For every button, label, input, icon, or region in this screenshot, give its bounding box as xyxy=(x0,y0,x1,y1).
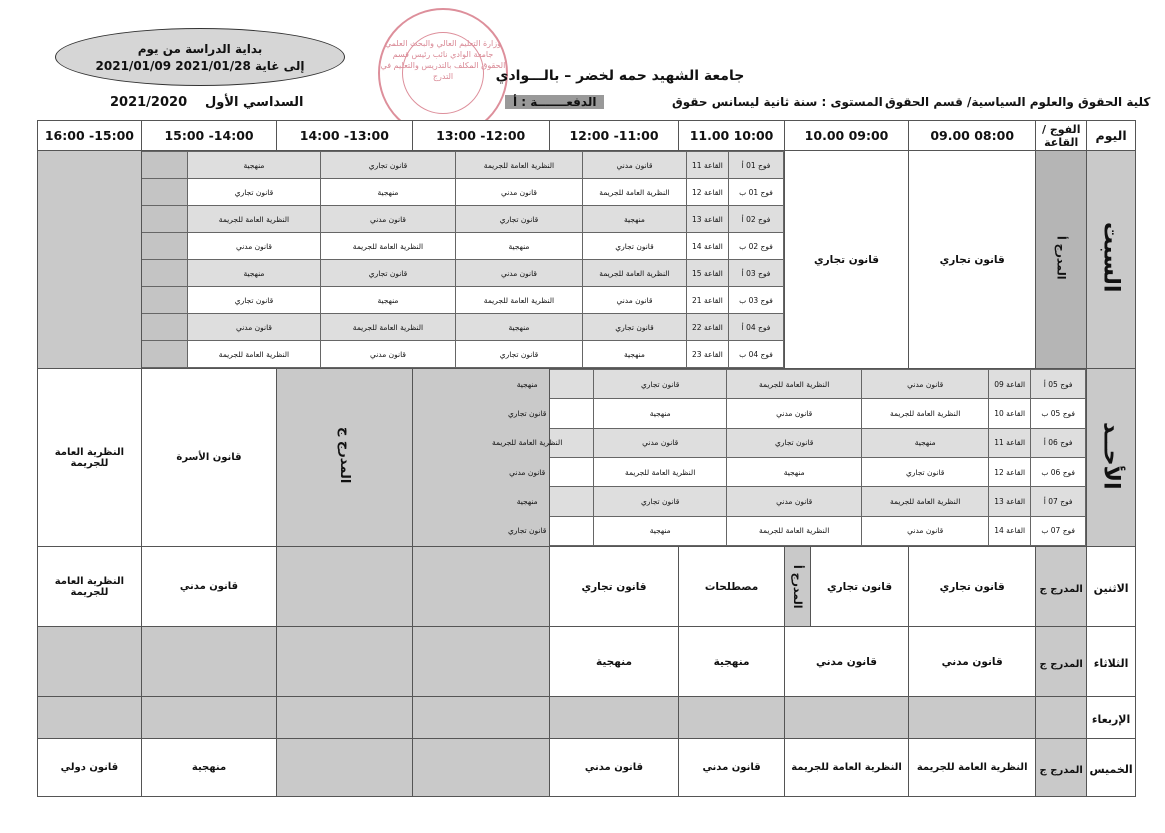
tue-slot4: منهجية xyxy=(549,627,678,697)
course-cell: النظرية العامة للجريمة xyxy=(320,314,455,341)
mon-slot1: قانون تجاري xyxy=(909,547,1036,627)
course-cell: قانون مدني xyxy=(862,370,989,399)
group-name: فوج 07 ب xyxy=(1031,516,1086,545)
room-name: القاعة 15 xyxy=(686,260,728,287)
course-cell: منهجية xyxy=(455,233,582,260)
head-t6: 13:00- 14:00 xyxy=(277,121,412,151)
course-cell: النظرية العامة للجريمة xyxy=(461,428,594,457)
course-cell: النظرية العامة للجريمة xyxy=(187,341,320,368)
course-cell: منهجية xyxy=(582,206,686,233)
group-name: فوج 04 ب xyxy=(728,341,783,368)
course-cell: منهجية xyxy=(461,370,594,399)
row-monday xyxy=(38,547,1136,627)
hall2-monday: المدرج أ xyxy=(790,564,804,609)
course-cell: قانون تجاري xyxy=(862,457,989,486)
course-cell: قانون تجاري xyxy=(320,152,455,179)
course-cell: قانون مدني xyxy=(455,260,582,287)
mon-slot6 xyxy=(277,547,412,627)
group-name: فوج 02 أ xyxy=(728,206,783,233)
group-name: فوج 02 ب xyxy=(728,233,783,260)
mon-slot7: قانون مدني xyxy=(141,547,276,627)
row-tuesday xyxy=(38,627,1136,697)
group-name: فوج 03 ب xyxy=(728,287,783,314)
timetable xyxy=(37,120,1136,797)
course-cell: قانون مدني xyxy=(727,399,862,428)
head-t3: 10:00 11.00 xyxy=(679,121,785,151)
room-name: القاعة 14 xyxy=(989,516,1031,545)
day-monday: الاثنين xyxy=(1093,582,1129,595)
course-cell: قانون مدني xyxy=(320,341,455,368)
room-name: القاعة 22 xyxy=(686,314,728,341)
course-cell: النظرية العامة للجريمة xyxy=(862,487,989,516)
course-cell: منهجية xyxy=(582,341,686,368)
course-cell: منهجية xyxy=(594,399,727,428)
course-cell: قانون مدني xyxy=(461,457,594,486)
course-cell: قانون مدني xyxy=(582,152,686,179)
course-cell: منهجية xyxy=(727,457,862,486)
course-cell: النظرية العامة للجريمة xyxy=(582,179,686,206)
course-cell: قانون تجاري xyxy=(461,516,594,545)
mon-slot8: النظرية العامة للجريمة xyxy=(38,547,142,627)
day-tuesday: الثلاثاء xyxy=(1093,657,1129,670)
course-cell: قانون تجاري xyxy=(455,206,582,233)
sat-groups xyxy=(141,151,784,369)
hall-thursday: المدرج ج xyxy=(1039,765,1083,776)
day-thursday: الخميس xyxy=(1089,763,1133,776)
sat-slot8 xyxy=(38,151,142,369)
course-cell: قانون مدني xyxy=(187,314,320,341)
head-t8: 15:00- 16:00 xyxy=(38,121,142,151)
room-name: القاعة 14 xyxy=(686,233,728,260)
course-cell: قانون تجاري xyxy=(461,399,594,428)
study-period-note xyxy=(55,28,345,86)
head-t5: 12:00- 13:00 xyxy=(412,121,549,151)
day-sunday: الأحــد xyxy=(1098,421,1124,490)
cohort-label: الدفعـــــــة : أ xyxy=(505,95,604,109)
group-name: فوج 05 ب xyxy=(1031,399,1086,428)
hall-monday: المدرج ج xyxy=(1039,584,1083,595)
tue-slot2: قانون مدني xyxy=(784,627,908,697)
course-cell: منهجية xyxy=(187,260,320,287)
hall-sunday: المدرج ج xyxy=(336,427,352,484)
mon-slot5 xyxy=(412,547,549,627)
group-row xyxy=(54,233,783,260)
row-wednesday xyxy=(38,697,1136,739)
study-period-line2: 2021/01/09 إلى غاية 2021/01/28 xyxy=(95,59,305,73)
group-row xyxy=(54,287,783,314)
course-cell: النظرية العامة للجريمة xyxy=(320,233,455,260)
mon-slot3: مصطلحات xyxy=(679,547,785,627)
head-t1: 08:00 09.00 xyxy=(909,121,1036,151)
course-cell: منهجية xyxy=(594,516,727,545)
room-name: القاعة 12 xyxy=(989,457,1031,486)
stamp-text: وزارة التعليم العالي والبحث العلمي جامعة الوادي نائب رئيس قسم الحقوق المكلف بالتدريس والتعليم في التدرج xyxy=(380,39,506,81)
sun-slot8: النظرية العامة للجريمة xyxy=(38,369,142,547)
room-name: القاعة 11 xyxy=(686,152,728,179)
group-name: فوج 05 أ xyxy=(1031,370,1086,399)
course-cell: النظرية العامة للجريمة xyxy=(187,206,320,233)
course-cell: النظرية العامة للجريمة xyxy=(582,260,686,287)
thu-slot3: قانون مدني xyxy=(679,739,785,797)
course-cell: منهجية xyxy=(320,179,455,206)
course-cell: قانون تجاري xyxy=(594,487,727,516)
course-cell: النظرية العامة للجريمة xyxy=(727,370,862,399)
group-name: فوج 06 ب xyxy=(1031,457,1086,486)
sun-groups xyxy=(492,369,1086,547)
group-row xyxy=(54,152,783,179)
semester-label: السداسي الأول xyxy=(205,95,304,110)
mon-slot4: قانون تجاري xyxy=(549,547,678,627)
mon-slot2: قانون تجاري xyxy=(826,580,893,593)
group-name: فوج 06 أ xyxy=(1031,428,1086,457)
group-row xyxy=(54,206,783,233)
group-name: فوج 04 أ xyxy=(728,314,783,341)
sun-slot7: قانون الأسرة xyxy=(141,369,276,547)
course-cell: منهجية xyxy=(187,152,320,179)
course-cell: قانون تجاري xyxy=(582,314,686,341)
row-sunday xyxy=(38,369,1136,547)
thu-slot1: النظرية العامة للجريمة xyxy=(909,739,1036,797)
row-saturday xyxy=(38,151,1136,369)
sun-empty xyxy=(412,369,549,547)
course-cell: قانون تجاري xyxy=(187,179,320,206)
course-cell: النظرية العامة للجريمة xyxy=(862,399,989,428)
thu-slot2: النظرية العامة للجريمة xyxy=(784,739,908,797)
course-cell: قانون مدني xyxy=(582,287,686,314)
group-name: فوج 01 أ xyxy=(728,152,783,179)
group-name: فوج 01 ب xyxy=(728,179,783,206)
head-t7: 14:00- 15:00 xyxy=(141,121,276,151)
room-name: القاعة 13 xyxy=(989,487,1031,516)
room-name: القاعة 23 xyxy=(686,341,728,368)
room-name: القاعة 13 xyxy=(686,206,728,233)
course-cell: النظرية العامة للجريمة xyxy=(455,152,582,179)
level-label: المستوى : سنة ثانية ليسانس حقوق xyxy=(672,95,883,109)
course-cell: قانون مدني xyxy=(187,233,320,260)
year-label: 2021/2020 xyxy=(110,95,188,110)
course-cell: قانون تجاري xyxy=(727,428,862,457)
course-cell: قانون تجاري xyxy=(582,233,686,260)
course-cell: منهجية xyxy=(862,428,989,457)
course-cell: النظرية العامة للجريمة xyxy=(594,457,727,486)
day-saturday: السبت xyxy=(1098,222,1124,293)
course-cell: منهجية xyxy=(455,314,582,341)
study-period-line1: بداية الدراسة من يوم xyxy=(137,42,263,56)
room-name: القاعة 12 xyxy=(686,179,728,206)
tue-slot1: قانون مدني xyxy=(909,627,1036,697)
thu-slot7: منهجية xyxy=(141,739,276,797)
row-thursday xyxy=(38,739,1136,797)
group-row xyxy=(54,341,783,368)
room-name: القاعة 11 xyxy=(989,428,1031,457)
course-cell: قانون مدني xyxy=(455,179,582,206)
course-cell: قانون تجاري xyxy=(455,341,582,368)
course-cell: قانون تجاري xyxy=(594,370,727,399)
group-row xyxy=(54,314,783,341)
head-t4: 11:00- 12:00 xyxy=(549,121,678,151)
group-name: فوج 03 أ xyxy=(728,260,783,287)
tue-slot3: منهجية xyxy=(679,627,785,697)
head-group: الفوج / القاعة xyxy=(1036,121,1087,151)
course-cell: قانون مدني xyxy=(320,206,455,233)
course-cell: قانون تجاري xyxy=(187,287,320,314)
day-wednesday: الإربعاء xyxy=(1091,713,1131,726)
faculty-dept: كلية الحقوق والعلوم السياسية/ قسم الحقوق xyxy=(885,95,1151,109)
course-cell: قانون مدني xyxy=(727,487,862,516)
course-cell: قانون مدني xyxy=(594,428,727,457)
hall-tuesday: المدرج ج xyxy=(1039,659,1083,670)
head-t2: 09:00 10.00 xyxy=(784,121,908,151)
head-day: اليوم xyxy=(1087,121,1136,151)
university-title: جامعة الشهيد حمه لخضر – بالـــوادي xyxy=(495,68,745,84)
course-cell: منهجية xyxy=(461,487,594,516)
room-name: القاعة 10 xyxy=(989,399,1031,428)
course-cell: قانون مدني xyxy=(862,516,989,545)
room-name: القاعة 21 xyxy=(686,287,728,314)
group-name: فوج 07 أ xyxy=(1031,487,1086,516)
room-name: القاعة 09 xyxy=(989,370,1031,399)
sat-slot2: قانون تجاري xyxy=(784,151,908,369)
course-cell: قانون تجاري xyxy=(320,260,455,287)
course-cell: النظرية العامة للجريمة xyxy=(455,287,582,314)
thu-slot4: قانون مدني xyxy=(549,739,678,797)
group-row xyxy=(54,179,783,206)
hall-saturday: المدرج أ xyxy=(1054,235,1068,280)
group-row xyxy=(54,260,783,287)
course-cell: النظرية العامة للجريمة xyxy=(727,516,862,545)
thu-slot8: قانون دولي xyxy=(38,739,142,797)
course-cell: منهجية xyxy=(320,287,455,314)
sat-slot1: قانون تجاري xyxy=(909,151,1036,369)
